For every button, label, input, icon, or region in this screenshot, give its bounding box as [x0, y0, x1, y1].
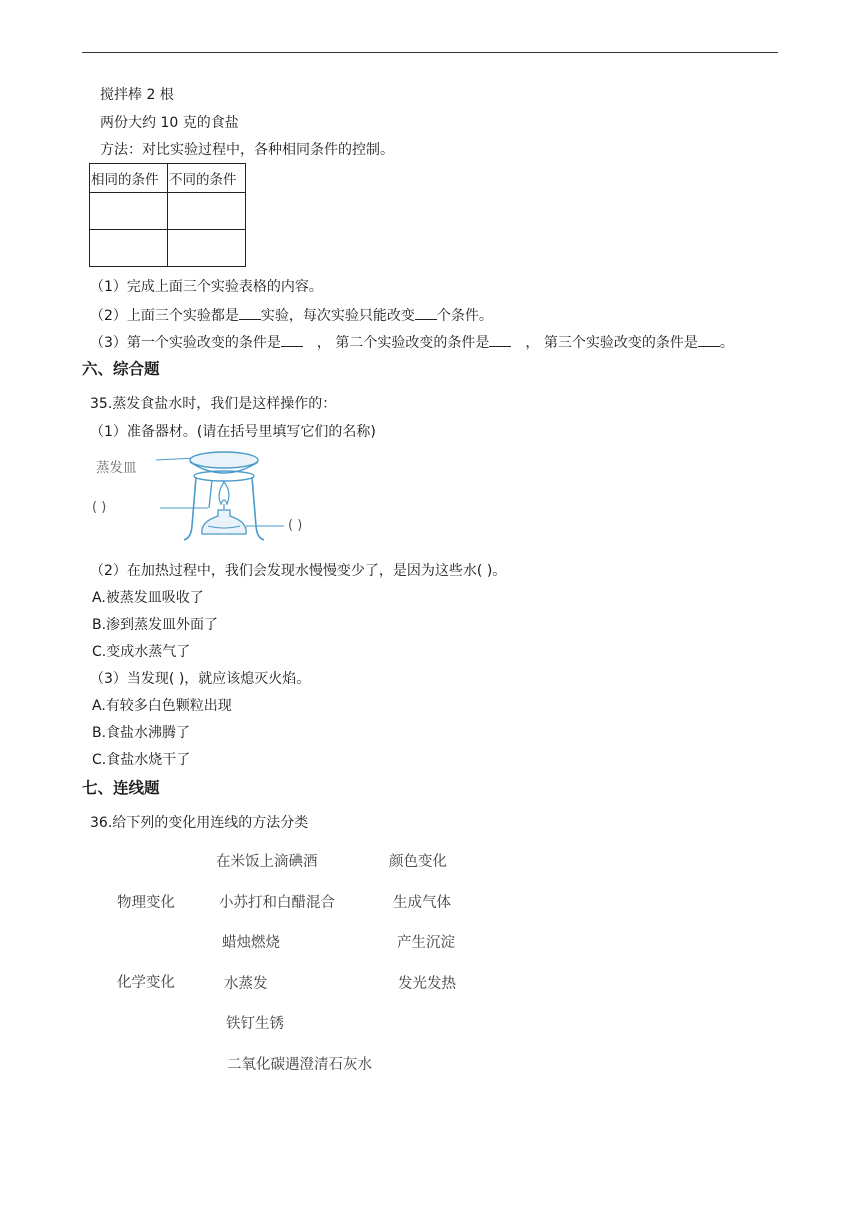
blank-lamp-label: ( ) [288, 518, 303, 533]
q35-p3-option-a: A.有较多白色颗粒出现 [92, 698, 232, 714]
table-cell [90, 230, 168, 267]
blank-tripod-label: ( ) [92, 500, 107, 515]
q2-text-c: 个条件。 [436, 308, 493, 324]
change-item: 水蒸发 [224, 976, 268, 992]
q3-text-d: 。 [719, 335, 734, 351]
q35-p2-option-a: A.被蒸发皿吸收了 [92, 590, 204, 606]
q35-stem: 35.蒸发食盐水时，我们是这样操作的： [90, 396, 337, 412]
material-salt: 两份大约 10 克的食盐 [100, 115, 239, 131]
q3-text-a: （3）第一个实验改变的条件是 [90, 335, 281, 351]
answer-blank [239, 305, 261, 320]
table-cell [168, 230, 246, 267]
table-cell [168, 193, 246, 230]
phenomenon-item: 颜色变化 [389, 854, 447, 870]
category-physical-change: 物理变化 [117, 895, 175, 911]
q35-p3-option-c: C.食盐水烧干了 [92, 752, 191, 768]
table-cell [90, 193, 168, 230]
material-stir-rods: 搅拌棒 2 根 [100, 87, 174, 103]
q35-part-1: （1）准备器材。(请在括号里填写它们的名称) [90, 424, 376, 440]
change-item: 小苏打和白醋混合 [219, 895, 335, 911]
change-item: 在米饭上滴碘酒 [216, 854, 318, 870]
answer-blank [698, 332, 720, 347]
question-part-2 [90, 305, 493, 325]
section-6-heading: 六、综合题 [82, 360, 160, 378]
q36-stem: 36.给下列的变化用连线的方法分类 [90, 815, 309, 831]
change-item: 蜡烛燃烧 [222, 935, 280, 951]
header-rule [82, 52, 778, 53]
phenomenon-item: 发光发热 [398, 976, 456, 992]
answer-blank [489, 332, 511, 347]
phenomenon-item: 生成气体 [393, 895, 451, 911]
question-part-1: （1）完成上面三个实验表格的内容。 [90, 279, 323, 295]
q2-text-b: 实验，每次实验只能改变 [260, 308, 415, 324]
q2-text-a: （2）上面三个实验都是 [90, 308, 239, 324]
answer-blank [415, 305, 437, 320]
change-item: 二氧化碳遇澄清石灰水 [227, 1057, 372, 1073]
question-part-3 [90, 332, 734, 352]
answer-blank [281, 332, 303, 347]
q35-p3-option-b: B.食盐水沸腾了 [92, 725, 191, 741]
q35-part-2: （2）在加热过程中，我们会发现水慢慢变少了，是因为这些水( )。 [90, 563, 507, 579]
q3-text-c: ， 第三个实验改变的条件是 [525, 335, 698, 351]
q35-part-3: （3）当发现( )，就应该熄灭火焰。 [90, 671, 311, 687]
table-header-same: 相同的条件 [90, 164, 168, 193]
table-header-different: 不同的条件 [168, 164, 246, 193]
evaporating-dish-label: 蒸发皿 [96, 460, 137, 476]
section-7-heading: 七、连线题 [82, 779, 160, 797]
change-item: 铁钉生锈 [226, 1016, 284, 1032]
q35-p2-option-b: B.渗到蒸发皿外面了 [92, 617, 219, 633]
conditions-table [89, 163, 246, 267]
evaporation-apparatus-figure [88, 446, 368, 552]
category-chemical-change: 化学变化 [117, 975, 175, 991]
method-text: 方法：对比实验过程中，各种相同条件的控制。 [100, 142, 394, 158]
q35-p2-option-c: C.变成水蒸气了 [92, 644, 191, 660]
phenomenon-item: 产生沉淀 [397, 935, 455, 951]
q3-text-b: ， 第二个实验改变的条件是 [316, 335, 490, 351]
